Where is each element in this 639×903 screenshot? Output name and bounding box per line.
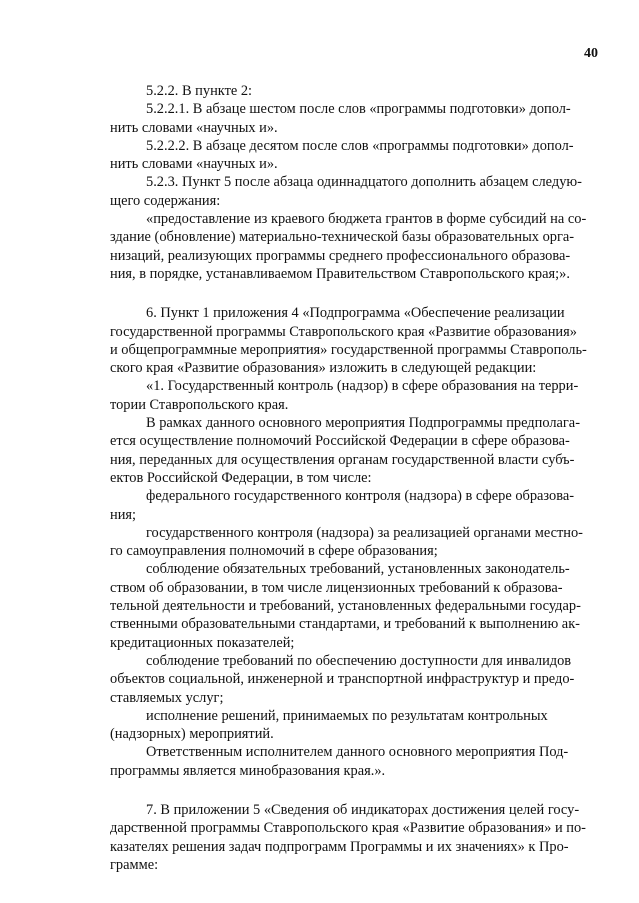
paragraph-accessibility — [110, 652, 598, 707]
paragraph-federal-control — [110, 487, 598, 524]
text-line: 7. В приложении 5 «Сведения об индикаторах достижения целей госу- — [146, 801, 580, 818]
text-line: грамме: — [110, 856, 159, 873]
text-line: ектов Российской Федерации, в том числе: — [110, 469, 372, 486]
text-line: здание (обновление) материально-технической базы образовательных орга- — [110, 229, 575, 246]
text-line: казателях решения задач подпрограмм Программы и их значениях» к Про- — [110, 838, 569, 855]
text-line: государственной программы Ставропольского края «Развитие образования» — [110, 323, 577, 340]
text-line: дарственной программы Ставропольского края «Развитие образования» и по- — [110, 820, 586, 837]
text-line: ставляемых услуг; — [110, 689, 224, 706]
text-line: и общепрограммные мероприятия» государственной программы Ставрополь- — [110, 341, 587, 358]
text-line: низаций, реализующих программы среднего профессионального образова- — [110, 247, 571, 264]
paragraph-item-6 — [110, 304, 598, 377]
text-line: ственными образовательными стандартами, и требований к выполнению ак- — [110, 616, 580, 633]
text-line: государственного контроля (надзора) за реализацией органами местно- — [146, 524, 583, 541]
paragraph-5-2-2 — [110, 82, 598, 100]
text-line: объектов социальной, инженерной и транспортной инфраструктур и предо- — [110, 671, 575, 688]
paragraph-5-2-2-1 — [110, 100, 598, 137]
text-line: соблюдение обязательных требований, установленных законодатель- — [146, 561, 570, 578]
text-line: го самоуправления полномочий в сфере образования; — [110, 543, 438, 560]
text-line: нить словами «научных и». — [110, 156, 278, 173]
text-line: 5.2.2. В пункте 2: — [146, 83, 253, 99]
text-line: «1. Государственный контроль (надзор) в сфере образования на терри- — [146, 378, 579, 395]
paragraph-spacer — [110, 283, 598, 304]
paragraph-grant-quote — [110, 210, 598, 283]
paragraph-item-7 — [110, 801, 598, 874]
paragraph-powers — [110, 414, 598, 487]
page-number: 40 — [584, 46, 598, 61]
paragraph-mandatory-requirements — [110, 560, 598, 651]
text-line: ния; — [110, 506, 137, 523]
paragraph-responsible — [110, 743, 598, 780]
paragraph-decisions — [110, 707, 598, 744]
text-line: ством об образовании, в том числе лицензионных требований к образова- — [110, 579, 563, 596]
text-line: 5.2.2.2. В абзаце десятом после слов «программы подготовки» допол- — [146, 137, 574, 154]
document-body — [110, 82, 598, 874]
text-line: 5.2.2.1. В абзаце шестом после слов «программы подготовки» допол- — [146, 101, 571, 118]
text-line: тории Ставропольского края. — [110, 396, 289, 413]
text-line: 6. Пункт 1 приложения 4 «Подпрограмма «Обеспечение реализации — [146, 305, 565, 322]
text-line: Ответственным исполнителем данного основного мероприятия Под- — [146, 744, 569, 761]
text-line: (надзорных) мероприятий. — [110, 726, 274, 743]
text-line: ского края «Развитие образования» изложить в следующей редакции: — [110, 360, 537, 377]
text-line: ния, в порядке, устанавливаемом Правительством Ставропольского края;». — [110, 265, 570, 282]
text-line: соблюдение требований по обеспечению доступности для инвалидов — [146, 652, 572, 669]
text-line: кредитационных показателей; — [110, 634, 295, 651]
paragraph-5-2-2-2 — [110, 137, 598, 174]
paragraph-5-2-3 — [110, 173, 598, 210]
paragraph-state-control — [110, 377, 598, 414]
text-line: исполнение решений, принимаемых по результатам контрольных — [146, 707, 548, 724]
paragraph-local-control — [110, 524, 598, 561]
text-line: федерального государственного контроля (надзора) в сфере образова- — [146, 488, 575, 505]
text-line: 5.2.3. Пункт 5 после абзаца одиннадцатого дополнить абзацем следую- — [146, 174, 582, 191]
text-line: ется осуществление полномочий Российской Федерации в сфере образова- — [110, 433, 570, 450]
text-line: ния, переданных для осуществления органам государственной власти субъ- — [110, 451, 575, 468]
paragraph-spacer — [110, 780, 598, 801]
text-line: щего содержания: — [110, 192, 221, 209]
text-line: тельной деятельности и требований, установленных федеральными государ- — [110, 598, 581, 615]
text-line: нить словами «научных и». — [110, 119, 278, 136]
text-line: «предоставление из краевого бюджета грантов в форме субсидий на со- — [146, 211, 587, 228]
text-line: программы является минобразования края.». — [110, 762, 386, 779]
text-line: В рамках данного основного мероприятия Подпрограммы предполага- — [146, 415, 580, 432]
